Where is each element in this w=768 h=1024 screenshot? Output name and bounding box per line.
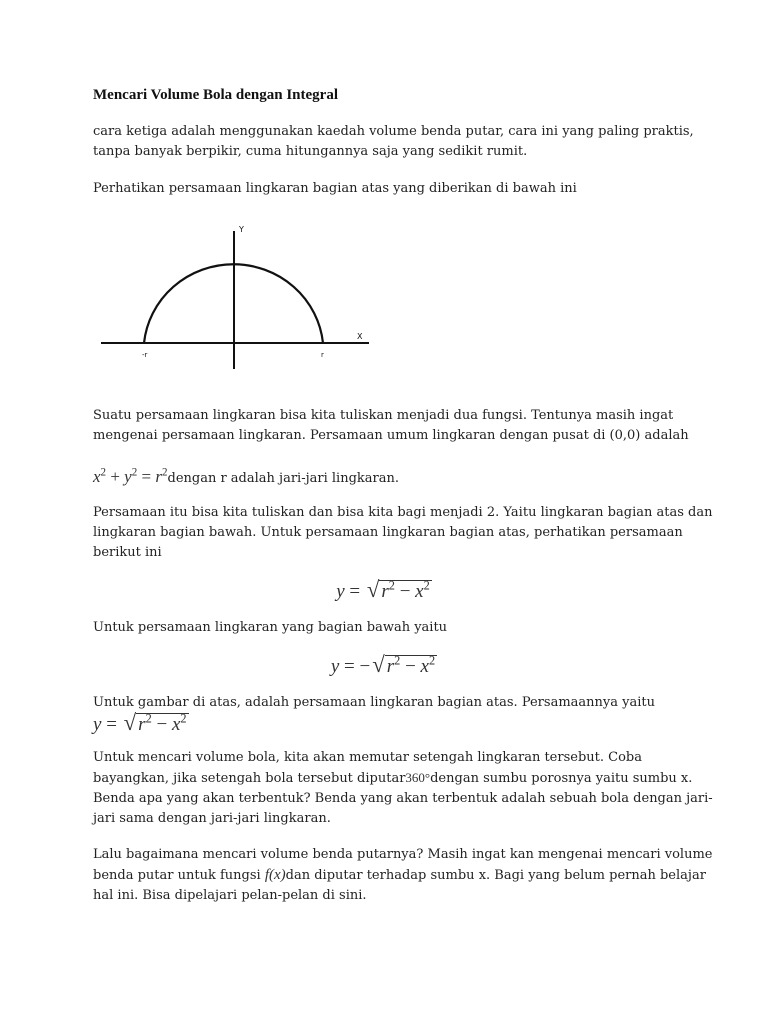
document-title: Mencari Volume Bola dengan Integral [93, 87, 339, 103]
paragraph-split-equation [93, 503, 712, 563]
text-line: Suatu persamaan lingkaran bisa kita tuliskan menjadi dua fungsi. Tentunya masih ingat [93, 408, 674, 423]
degree-value: 360° [405, 770, 431, 785]
equation-upper-inline: y = √ $r^2 - x^2$ [93, 710, 187, 735]
paragraph-circle-equation [93, 406, 689, 446]
r-label: r [321, 351, 324, 359]
text-line: jari sama dengan jari-jari lingkaran. [93, 811, 331, 826]
semicircle-arc [144, 264, 323, 343]
text-line: Benda apa yang akan terbentuk? Benda yang akan terbentuk adalah sebuah bola dengan jari- [93, 791, 713, 806]
paragraph-upper-equation: Untuk gambar di atas, adalah persamaan lingkaran bagian atas. Persamaannya yaitu [93, 695, 655, 710]
paragraph-volume [93, 845, 712, 906]
equation-suffix: dengan r adalah jari-jari lingkaran. [167, 471, 399, 486]
paragraph-lower-intro: Untuk persamaan lingkaran yang bagian bawah yaitu [93, 620, 448, 635]
paragraph-intro [93, 122, 694, 162]
text-line: berikut ini [93, 545, 162, 560]
neg-r-label: -r [142, 351, 148, 359]
text-line: tanpa banyak berpikir, cuma hitungannya saja yang sedikit rumit. [93, 144, 528, 159]
equation-circle-general: $x^2 + y^2 = r^2$ [93, 466, 168, 486]
equation-line-general [93, 464, 399, 492]
text-line: mengenai persamaan lingkaran. Persamaan umum lingkaran dengan pusat di (0,0) adalah [93, 428, 689, 443]
text-line: Untuk mencari volume bola, kita akan memutar setengah lingkaran tersebut. Coba [93, 750, 642, 765]
text-line: lingkaran bagian bawah. Untuk persamaan lingkaran bagian atas, perhatikan persamaan [93, 525, 683, 540]
text-line: cara ketiga adalah menggunakan kaedah volume benda putar, cara ini yang paling praktis, [93, 124, 694, 139]
text-line: benda putar untuk fungsi f(x)dan diputar terhadap sumbu x. Bagi yang belum pernah belajar [93, 867, 706, 883]
paragraph-rotation [93, 748, 713, 829]
text-line: Lalu bagaimana mencari volume benda putarnya? Masih ingat kan mengenai mencari volume [93, 847, 713, 862]
equation-lower-semicircle: y = −√ $r^2 - x^2$ [330, 652, 436, 677]
text-line: bayangkan, jika setengah bola tersebut diputar360°dengan sumbu porosnya yaitu sumbu x. [93, 770, 693, 786]
text-line: hal ini. Bisa dipelajari pelan-pelan di sini. [93, 888, 367, 903]
y-axis-label: Y [239, 225, 244, 234]
equation-line-upper [93, 710, 189, 740]
function-fx: f(x) [264, 867, 286, 883]
x-axis-label: X [357, 332, 363, 341]
paragraph-figure-intro: Perhatikan persamaan lingkaran bagian atas yang diberikan di bawah ini [93, 181, 577, 196]
text-line: Persamaan itu bisa kita tuliskan dan bisa kita bagi menjadi 2. Yaitu lingkaran bagian atas dan [93, 505, 713, 520]
equation-upper-semicircle: y = √ $r^2 - x^2$ [336, 577, 430, 602]
